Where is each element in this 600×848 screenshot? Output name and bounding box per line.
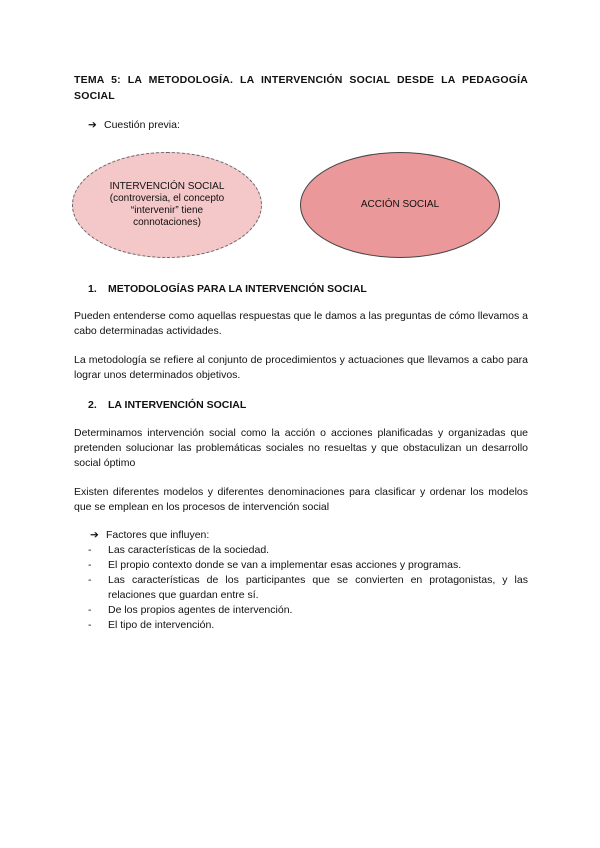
page-title: TEMA 5: LA METODOLOGÍA. LA INTERVENCIÓN SOCIAL DESDE LA PEDAGOGÍA SOCIAL: [74, 74, 528, 102]
section-2-paragraph-2: Existen diferentes modelos y diferentes denominaciones para clasificar y ordenar los modelos que se emplean en los procesos de intervención social: [74, 486, 528, 513]
section-2-title: LA INTERVENCIÓN SOCIAL: [108, 399, 247, 411]
section-2-number: 2.: [88, 399, 97, 411]
list-item: [88, 618, 528, 633]
arrow-icon: ➔: [88, 119, 97, 131]
list-item-text: Las características de la sociedad.: [108, 544, 270, 556]
intervencion-social-note-3: connotaciones): [133, 217, 201, 228]
dash-bullet: -: [88, 544, 92, 556]
list-item-text: El propio contexto donde se van a implementar esas acciones y programas.: [108, 559, 462, 571]
section-1-heading: [88, 282, 367, 296]
list-item: [88, 573, 528, 603]
accion-social-label: ACCIÓN SOCIAL: [360, 199, 440, 210]
section-2-paragraph-1: Determinamos intervención social como la acción o acciones planificadas y organizadas que pretenden solucionar las problemáticas sociales no resueltas y que obstaculizan un desarrollo social óptimo: [74, 427, 528, 469]
dash-bullet: -: [88, 574, 92, 586]
dash-bullet: -: [88, 604, 92, 616]
list-item-text: De los propios agentes de intervención.: [108, 604, 293, 616]
previa-line: [88, 118, 180, 132]
section-1-paragraph-1: Pueden entenderse como aquellas respuestas que le damos a las preguntas de cómo llevamos a cabo determinadas actividades.: [74, 310, 528, 337]
factors-list: [88, 528, 528, 633]
accion-social-ellipse: [300, 152, 500, 258]
section-1-title: METODOLOGÍAS PARA LA INTERVENCIÓN SOCIAL: [108, 283, 367, 295]
intervencion-social-ellipse: [72, 152, 262, 258]
factors-label: Factores que influyen:: [106, 529, 210, 541]
list-item-text: Las características de los participantes que se convierten en protagonistas, y las relaciones que guardan entre sí.: [108, 574, 528, 601]
factors-heading: [88, 528, 528, 543]
intervencion-social-note-2: “intervenir” tiene: [130, 205, 204, 216]
intervencion-social-note-1: (controversia, el concepto: [109, 193, 225, 204]
list-item: [88, 603, 528, 618]
dash-bullet: -: [88, 559, 92, 571]
previa-label: Cuestión previa:: [104, 119, 180, 131]
list-item: [88, 558, 528, 573]
list-item: [88, 543, 528, 558]
arrow-icon: ➔: [90, 529, 99, 541]
intervencion-social-title: INTERVENCIÓN SOCIAL: [109, 181, 225, 192]
list-item-text: El tipo de intervención.: [108, 619, 215, 631]
section-1-number: 1.: [88, 283, 97, 295]
section-2-heading: [88, 398, 246, 412]
section-1-paragraph-2: La metodología se refiere al conjunto de procedimientos y actuaciones que llevamos a cabo para lograr unos determinados objetivos.: [74, 354, 528, 381]
dash-bullet: -: [88, 619, 92, 631]
